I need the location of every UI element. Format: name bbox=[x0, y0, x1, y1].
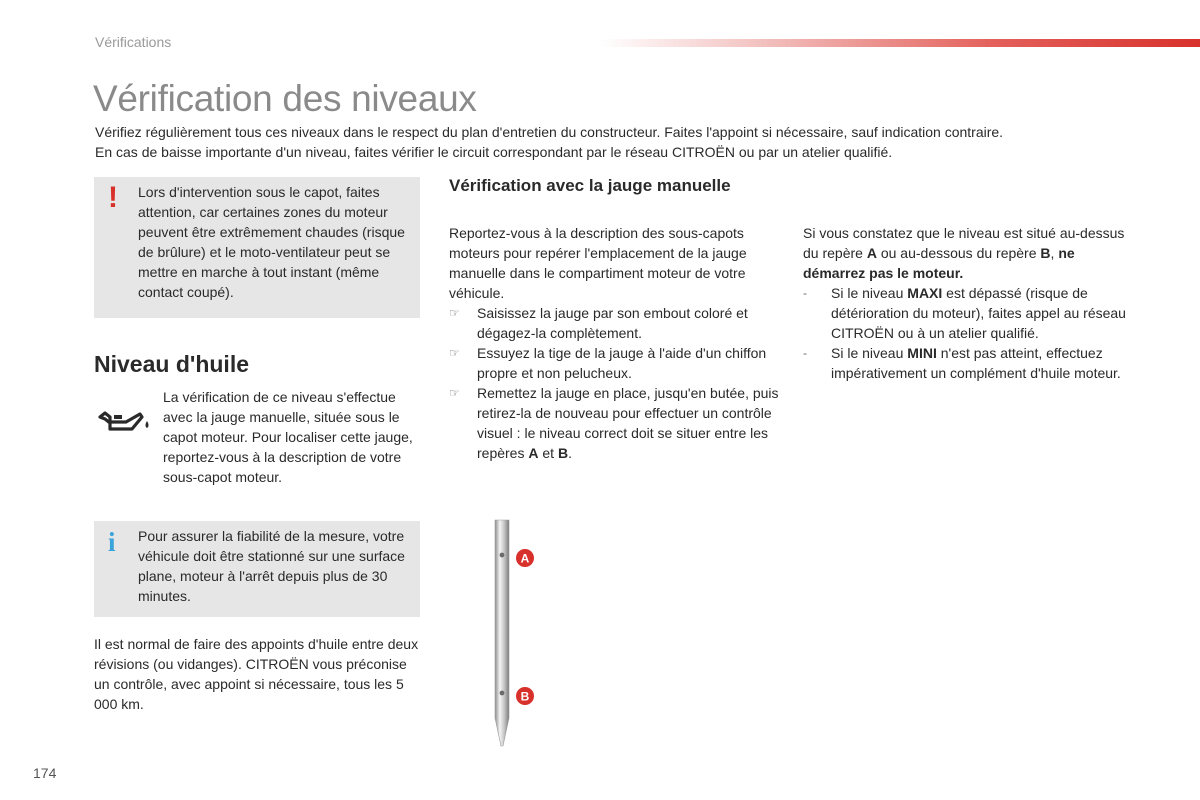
pointing-hand-icon: ☞ bbox=[449, 386, 460, 400]
text-part: Si le niveau bbox=[831, 285, 908, 301]
dash-marker: - bbox=[803, 286, 807, 300]
dipstick-illustration bbox=[484, 518, 544, 750]
dipstick-mark-b-dot bbox=[500, 691, 505, 696]
text-part: Si le niveau bbox=[831, 345, 908, 361]
list-item bbox=[449, 303, 779, 343]
mark-a-ref: A bbox=[528, 445, 539, 461]
pointing-hand-icon: ☞ bbox=[449, 346, 460, 360]
item-text bbox=[831, 345, 1121, 381]
text-part: ou au-dessous du repère bbox=[876, 245, 1041, 261]
step-text-part: Remettez la jauge en place, jusqu'en butée, puis retirez-la de nouveau pour effectuer un contrôle visuel : le niveau correct doit se situer entre les repères bbox=[477, 385, 779, 461]
mark-a-ref: A bbox=[866, 245, 877, 261]
intro-line-2: En cas de baisse importante d'un niveau, faites vérifier le circuit correspondant par le réseau CITROËN ou par un atelier qualifié. bbox=[95, 144, 893, 160]
mini-label: MINI bbox=[907, 345, 937, 361]
info-icon: i bbox=[108, 527, 116, 557]
oil-can-icon bbox=[96, 403, 152, 435]
text-part: est dépassé (risque de détérioration du moteur), faites appel au réseau CITROËN ou à un atelier qualifié. bbox=[831, 285, 1126, 341]
step-text: Saisissez la jauge par son embout coloré et dégagez-la complètement. bbox=[477, 305, 748, 341]
oil-top-up-note: Il est normal de faire des appoints d'huile entre deux révisions (ou vidanges). CITROËN vous préconise un contrôle, avec appoint si nécessaire, tous les 5 000 km. bbox=[94, 636, 419, 712]
dipstick-label-a: A bbox=[520, 551, 530, 566]
manual-check-heading: Vérification avec la jauge manuelle bbox=[449, 176, 731, 195]
oil-level-heading: Niveau d'huile bbox=[94, 351, 250, 377]
item-text bbox=[831, 285, 1126, 341]
info-text: Pour assurer la fiabilité de la mesure, votre véhicule doit être stationné sur une surface plane, moteur à l'arrêt depuis plus de 30 minutes. bbox=[138, 528, 405, 604]
info-box bbox=[94, 521, 420, 617]
dipstick-label-b: B bbox=[520, 689, 530, 704]
pointing-hand-icon: ☞ bbox=[449, 306, 460, 320]
level-warning-intro bbox=[803, 223, 1128, 283]
header-accent-bar bbox=[600, 39, 1200, 47]
do-not-start-warning: ne démarrez pas le moteur. bbox=[803, 245, 1075, 281]
step-text: Essuyez la tige de la jauge à l'aide d'un chiffon propre et non pelucheux. bbox=[477, 345, 767, 381]
list-item bbox=[449, 383, 779, 463]
step-text-part: . bbox=[568, 445, 572, 461]
page-title: Vérification des niveaux bbox=[93, 78, 477, 119]
maxi-label: MAXI bbox=[907, 285, 943, 301]
warning-box bbox=[94, 177, 420, 318]
level-warning-column bbox=[803, 223, 1128, 383]
step-text-part: et bbox=[538, 445, 558, 461]
text-part: n'est pas atteint, effectuez impérativement un complément d'huile moteur. bbox=[831, 345, 1121, 381]
mark-b-ref: B bbox=[1040, 245, 1051, 261]
manual-check-column bbox=[449, 223, 779, 463]
intro-line-1: Vérifiez régulièrement tous ces niveaux dans le respect du plan d'entretien du constructeur. Faites l'appoint si nécessaire, sauf indication contraire. bbox=[95, 124, 1004, 140]
dipstick-mark-a-dot bbox=[500, 553, 505, 558]
text-part: , bbox=[1050, 245, 1059, 261]
manual-check-intro: Reportez-vous à la description des sous-capots moteurs pour repérer l'emplacement de la jauge manuelle dans le compartiment moteur de votre véhicule. bbox=[449, 225, 747, 301]
oil-level-text: La vérification de ce niveau s'effectue avec la jauge manuelle, située sous le capot moteur. Pour localiser cette jauge, reportez-vous à la description de votre sous-capot moteur. bbox=[163, 389, 413, 485]
step-text bbox=[477, 385, 779, 461]
dash-marker: - bbox=[803, 346, 807, 360]
exclamation-icon: ! bbox=[108, 181, 118, 214]
list-item bbox=[449, 343, 779, 383]
level-warning-list bbox=[803, 283, 1128, 383]
list-item bbox=[803, 343, 1128, 383]
warning-text: Lors d'intervention sous le capot, faites attention, car certaines zones du moteur peuvent être extrêmement chaudes (risque de brûlure) et le moto-ventilateur peut se mettre en marche à tout instant (même contact coupé). bbox=[138, 184, 405, 300]
text-part: Si vous constatez que le niveau est situé au-dessus du repère bbox=[803, 225, 1125, 261]
mark-b-ref: B bbox=[557, 445, 569, 461]
page-number: 174 bbox=[33, 765, 57, 781]
manual-check-steps bbox=[449, 303, 779, 463]
intro-paragraph bbox=[95, 122, 1155, 162]
list-item bbox=[803, 283, 1128, 343]
section-label: Vérifications bbox=[95, 34, 172, 50]
